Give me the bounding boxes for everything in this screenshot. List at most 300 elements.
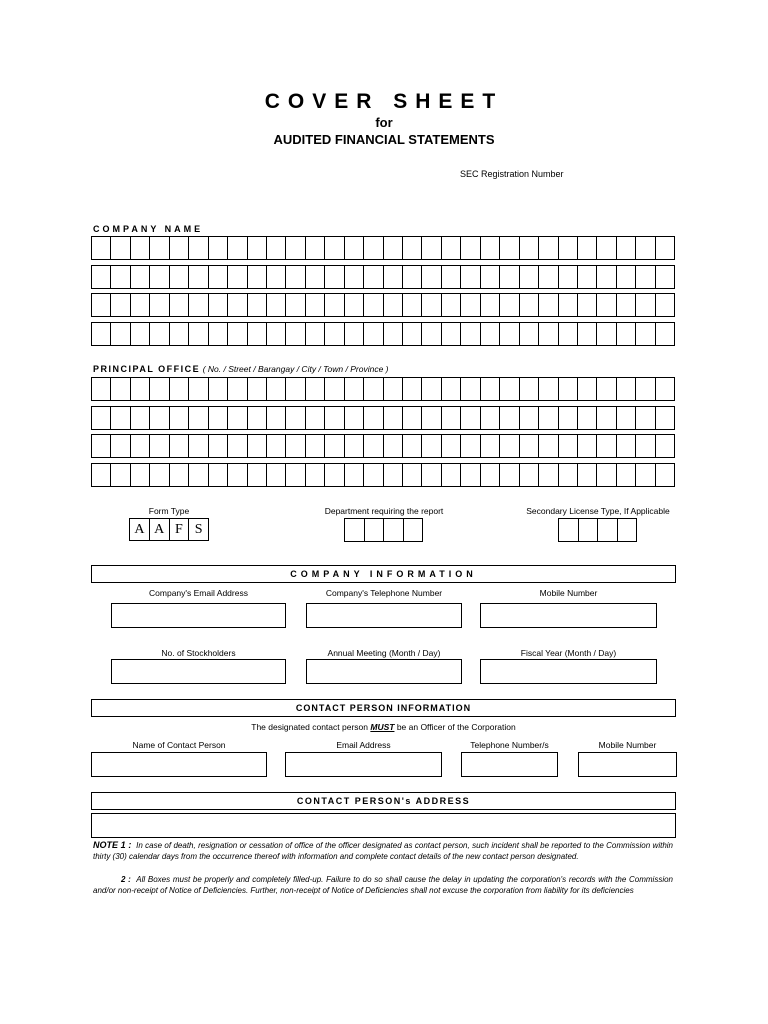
secondary-license-boxes	[558, 518, 637, 542]
form-type-cell[interactable]: F	[170, 519, 190, 540]
form-type-cell[interactable]: A	[130, 519, 150, 540]
company-name-cell[interactable]	[422, 323, 441, 345]
principal-office-cell[interactable]	[345, 464, 364, 486]
principal-office-cell[interactable]	[267, 464, 286, 486]
company-name-cell[interactable]	[559, 294, 578, 316]
principal-office-cell[interactable]	[364, 407, 383, 429]
principal-office-cell[interactable]	[559, 435, 578, 457]
principal-office-row	[91, 406, 675, 430]
company-name-cell[interactable]	[228, 266, 247, 288]
principal-office-cell[interactable]	[422, 378, 441, 400]
company-name-cell[interactable]	[403, 266, 422, 288]
principal-office-cell[interactable]	[248, 407, 267, 429]
company-telephone-field[interactable]	[306, 603, 462, 628]
principal-office-cell[interactable]	[286, 435, 305, 457]
company-name-cell[interactable]	[248, 266, 267, 288]
principal-office-cell[interactable]	[306, 378, 325, 400]
principal-office-cell[interactable]	[111, 378, 130, 400]
principal-office-cell[interactable]	[559, 407, 578, 429]
company-name-cell[interactable]	[500, 266, 519, 288]
stockholders-field[interactable]	[111, 659, 286, 684]
company-name-cell[interactable]	[189, 237, 208, 259]
company-email-field[interactable]	[111, 603, 286, 628]
company-name-cell[interactable]	[92, 294, 111, 316]
principal-office-cell[interactable]	[500, 464, 519, 486]
principal-office-cell[interactable]	[345, 407, 364, 429]
principal-office-cell[interactable]	[481, 435, 500, 457]
principal-office-cell[interactable]	[520, 407, 539, 429]
company-name-cell[interactable]	[422, 266, 441, 288]
principal-office-cell[interactable]	[461, 407, 480, 429]
principal-office-cell[interactable]	[325, 435, 344, 457]
company-name-cell[interactable]	[325, 266, 344, 288]
company-name-cell[interactable]	[111, 266, 130, 288]
note-2-text: All Boxes must be properly and completely filled-up. Failure to do so shall cause the delay in updating the corporation's records with the Commission and/or non-receipt of Notice of Deficiencies. Further, non-receipt of Notice of Deficiencies shall not excuse the corporation from liability for its deficiencies	[93, 875, 673, 896]
principal-office-cell[interactable]	[656, 464, 674, 486]
contact-person-heading: CONTACT PERSON INFORMATION	[91, 699, 676, 717]
company-name-cell[interactable]	[559, 266, 578, 288]
principal-office-cell[interactable]	[461, 464, 480, 486]
principal-office-cell[interactable]	[384, 464, 403, 486]
principal-office-cell[interactable]	[481, 378, 500, 400]
principal-office-cell[interactable]	[442, 407, 461, 429]
principal-office-cell[interactable]	[403, 378, 422, 400]
company-name-cell[interactable]	[209, 266, 228, 288]
company-name-cell[interactable]	[267, 294, 286, 316]
company-information-heading: COMPANY INFORMATION	[91, 565, 676, 583]
company-name-cell[interactable]	[481, 237, 500, 259]
note-1-label: NOTE 1 :	[93, 840, 132, 850]
principal-office-cell[interactable]	[248, 464, 267, 486]
principal-office-cell[interactable]	[500, 435, 519, 457]
company-name-cell[interactable]	[131, 237, 150, 259]
company-name-cell[interactable]	[539, 323, 558, 345]
company-name-cell[interactable]	[364, 294, 383, 316]
principal-office-cell[interactable]	[364, 378, 383, 400]
company-name-cell[interactable]	[442, 294, 461, 316]
principal-office-cell[interactable]	[267, 378, 286, 400]
principal-office-cell[interactable]	[578, 464, 597, 486]
company-mobile-label: Mobile Number	[539, 588, 598, 598]
company-mobile-field[interactable]	[480, 603, 657, 628]
company-name-cell[interactable]	[345, 323, 364, 345]
principal-office-cell[interactable]	[286, 407, 305, 429]
company-name-cell[interactable]	[189, 266, 208, 288]
principal-office-cell[interactable]	[170, 464, 189, 486]
principal-office-cell[interactable]	[520, 378, 539, 400]
company-name-cell[interactable]	[636, 266, 655, 288]
company-name-cell[interactable]	[286, 294, 305, 316]
principal-office-cell[interactable]	[306, 464, 325, 486]
principal-office-cell[interactable]	[111, 464, 130, 486]
company-name-cell[interactable]	[170, 266, 189, 288]
company-name-cell[interactable]	[111, 323, 130, 345]
company-name-cell[interactable]	[189, 294, 208, 316]
principal-office-cell[interactable]	[500, 378, 519, 400]
company-name-cell[interactable]	[520, 294, 539, 316]
company-name-cell[interactable]	[364, 237, 383, 259]
principal-office-cell[interactable]	[656, 407, 674, 429]
company-name-cell[interactable]	[481, 294, 500, 316]
company-name-cell[interactable]	[597, 294, 616, 316]
principal-office-cell[interactable]	[150, 378, 169, 400]
company-name-cell[interactable]	[170, 294, 189, 316]
company-name-cell[interactable]	[131, 294, 150, 316]
company-name-cell[interactable]	[248, 294, 267, 316]
form-type-label: Form Type	[148, 506, 190, 516]
company-name-cell[interactable]	[325, 294, 344, 316]
company-name-cell[interactable]	[597, 237, 616, 259]
company-name-cell[interactable]	[131, 266, 150, 288]
company-name-cell[interactable]	[617, 266, 636, 288]
company-name-cell[interactable]	[267, 237, 286, 259]
contact-telephone-field[interactable]	[461, 752, 558, 777]
company-telephone-label: Company's Telephone Number	[325, 588, 443, 598]
annual-meeting-field[interactable]	[306, 659, 462, 684]
company-name-cell[interactable]	[209, 323, 228, 345]
principal-office-cell[interactable]	[209, 407, 228, 429]
company-name-cell[interactable]	[403, 237, 422, 259]
principal-office-cell[interactable]	[442, 464, 461, 486]
contact-mobile-label: Mobile Number	[598, 740, 657, 750]
principal-office-cell[interactable]	[403, 464, 422, 486]
principal-office-cell[interactable]	[92, 378, 111, 400]
contact-telephone-label: Telephone Number/s	[470, 740, 549, 750]
company-name-cell[interactable]	[461, 294, 480, 316]
principal-office-cell[interactable]	[189, 435, 208, 457]
secondary-license-label: Secondary License Type, If Applicable	[526, 506, 670, 516]
principal-office-cell[interactable]	[461, 435, 480, 457]
company-name-cell[interactable]	[636, 323, 655, 345]
company-name-cell[interactable]	[500, 237, 519, 259]
company-name-cell[interactable]	[578, 294, 597, 316]
company-name-cell[interactable]	[520, 323, 539, 345]
department-cell[interactable]	[384, 519, 404, 541]
principal-office-cell[interactable]	[248, 435, 267, 457]
company-name-cell[interactable]	[150, 237, 169, 259]
principal-office-cell[interactable]	[520, 435, 539, 457]
principal-office-cell[interactable]	[500, 407, 519, 429]
principal-office-cell[interactable]	[150, 435, 169, 457]
company-name-cell[interactable]	[345, 294, 364, 316]
fiscal-year-label: Fiscal Year (Month / Day)	[520, 648, 617, 658]
principal-office-cell[interactable]	[636, 435, 655, 457]
company-name-cell[interactable]	[345, 266, 364, 288]
department-cell[interactable]	[404, 519, 423, 541]
company-name-cell[interactable]	[92, 237, 111, 259]
company-name-cell[interactable]	[384, 237, 403, 259]
company-name-cell[interactable]	[656, 294, 674, 316]
company-name-cell[interactable]	[442, 237, 461, 259]
principal-office-cell[interactable]	[578, 407, 597, 429]
company-name-cell[interactable]	[539, 294, 558, 316]
company-name-cell[interactable]	[92, 323, 111, 345]
department-cell[interactable]	[365, 519, 385, 541]
principal-office-cell[interactable]	[539, 407, 558, 429]
company-name-cell[interactable]	[325, 323, 344, 345]
principal-office-cell[interactable]	[209, 435, 228, 457]
principal-office-cell[interactable]	[559, 464, 578, 486]
principal-office-cell[interactable]	[597, 407, 616, 429]
principal-office-cell[interactable]	[656, 435, 674, 457]
principal-office-cell[interactable]	[559, 378, 578, 400]
company-name-cell[interactable]	[286, 323, 305, 345]
principal-office-cell[interactable]	[539, 378, 558, 400]
principal-office-cell[interactable]	[189, 407, 208, 429]
contact-email-field[interactable]	[285, 752, 442, 777]
principal-office-cell[interactable]	[636, 464, 655, 486]
principal-office-cell[interactable]	[131, 435, 150, 457]
principal-office-cell[interactable]	[111, 435, 130, 457]
principal-office-cell[interactable]	[267, 435, 286, 457]
principal-office-row	[91, 377, 675, 401]
principal-office-cell[interactable]	[617, 435, 636, 457]
principal-office-cell[interactable]	[228, 407, 247, 429]
company-name-cell[interactable]	[384, 323, 403, 345]
secondary-license-cell[interactable]	[598, 519, 618, 541]
page-subtitle: AUDITED FINANCIAL STATEMENTS	[273, 132, 495, 147]
company-name-cell[interactable]	[578, 237, 597, 259]
company-name-cell[interactable]	[442, 266, 461, 288]
secondary-license-cell[interactable]	[579, 519, 599, 541]
company-name-cell[interactable]	[267, 323, 286, 345]
company-name-row	[91, 322, 675, 346]
principal-office-cell[interactable]	[578, 378, 597, 400]
company-name-cell[interactable]	[461, 266, 480, 288]
company-name-cell[interactable]	[384, 294, 403, 316]
contact-mobile-field[interactable]	[578, 752, 677, 777]
sec-registration-label: SEC Registration Number	[460, 169, 564, 179]
company-name-cell[interactable]	[384, 266, 403, 288]
company-name-cell[interactable]	[267, 266, 286, 288]
note-2	[93, 874, 673, 897]
company-name-cell[interactable]	[656, 323, 674, 345]
principal-office-cell[interactable]	[636, 378, 655, 400]
company-name-cell[interactable]	[656, 237, 674, 259]
title-for: for	[375, 115, 393, 130]
principal-office-cell[interactable]	[325, 378, 344, 400]
principal-office-cell[interactable]	[481, 407, 500, 429]
company-name-cell[interactable]	[306, 237, 325, 259]
principal-office-cell[interactable]	[403, 407, 422, 429]
company-name-cell[interactable]	[228, 323, 247, 345]
principal-office-cell[interactable]	[442, 435, 461, 457]
principal-office-cell[interactable]	[578, 435, 597, 457]
principal-office-cell[interactable]	[539, 464, 558, 486]
principal-office-cell[interactable]	[228, 464, 247, 486]
company-name-cell[interactable]	[636, 237, 655, 259]
principal-office-cell[interactable]	[656, 378, 674, 400]
principal-office-cell[interactable]	[248, 378, 267, 400]
company-name-cell[interactable]	[422, 237, 441, 259]
principal-office-cell[interactable]	[150, 464, 169, 486]
principal-office-cell[interactable]	[364, 435, 383, 457]
form-type-cell[interactable]: S	[194, 521, 203, 537]
company-name-cell[interactable]	[617, 323, 636, 345]
department-cell[interactable]	[345, 519, 365, 541]
department-boxes	[344, 518, 423, 542]
company-name-cell[interactable]	[170, 237, 189, 259]
principal-office-cell[interactable]	[422, 407, 441, 429]
company-name-cell[interactable]	[617, 237, 636, 259]
principal-office-cell[interactable]	[286, 464, 305, 486]
principal-office-cell[interactable]	[364, 464, 383, 486]
principal-office-cell[interactable]	[636, 407, 655, 429]
principal-office-row	[91, 463, 675, 487]
annual-meeting-label: Annual Meeting (Month / Day)	[327, 648, 441, 658]
principal-office-cell[interactable]	[597, 464, 616, 486]
contact-name-field[interactable]	[91, 752, 267, 777]
company-name-cell[interactable]	[306, 323, 325, 345]
company-name-cell[interactable]	[442, 323, 461, 345]
contact-name-label: Name of Contact Person	[132, 740, 226, 750]
principal-office-cell[interactable]	[286, 378, 305, 400]
company-name-cell[interactable]	[578, 323, 597, 345]
principal-office-cell[interactable]	[209, 464, 228, 486]
company-name-cell[interactable]	[559, 323, 578, 345]
contact-note-text: The designated contact person	[251, 722, 371, 732]
secondary-license-cell[interactable]	[618, 519, 637, 541]
principal-office-cell[interactable]	[520, 464, 539, 486]
company-name-cell[interactable]	[500, 323, 519, 345]
company-name-cell[interactable]	[228, 237, 247, 259]
principal-office-cell[interactable]	[131, 378, 150, 400]
company-name-cell[interactable]	[150, 323, 169, 345]
principal-office-cell[interactable]	[384, 435, 403, 457]
company-name-cell[interactable]	[209, 237, 228, 259]
company-name-cell[interactable]	[403, 294, 422, 316]
principal-office-cell[interactable]	[306, 435, 325, 457]
principal-office-cell[interactable]	[617, 407, 636, 429]
company-name-cell[interactable]	[325, 237, 344, 259]
company-name-cell[interactable]	[597, 266, 616, 288]
company-name-cell[interactable]	[92, 266, 111, 288]
company-name-cell[interactable]	[306, 294, 325, 316]
company-name-cell[interactable]	[636, 294, 655, 316]
principal-office-cell[interactable]	[325, 407, 344, 429]
principal-office-cell[interactable]	[228, 378, 247, 400]
company-name-cell[interactable]	[248, 323, 267, 345]
company-name-cell[interactable]	[539, 266, 558, 288]
principal-office-hint: ( No. / Street / Barangay / City / Town / Province )	[202, 364, 389, 374]
contact-person-note	[91, 722, 676, 732]
company-name-cell[interactable]	[150, 294, 169, 316]
company-name-cell[interactable]	[228, 294, 247, 316]
company-name-cell[interactable]	[209, 294, 228, 316]
note-1-text: In case of death, resignation or cessation of office of the officer designated as contact person, such incident shall be reported to the Commission within thirty (30) calendar days from the occurrence thereof with information and complete contact details of the new contact person designated.	[93, 841, 673, 862]
principal-office-cell[interactable]	[131, 407, 150, 429]
company-name-cell[interactable]	[364, 323, 383, 345]
company-name-cell[interactable]	[481, 323, 500, 345]
principal-office-cell[interactable]	[131, 464, 150, 486]
principal-office-cell[interactable]	[617, 378, 636, 400]
company-name-cell[interactable]	[111, 294, 130, 316]
principal-office-cell[interactable]	[92, 435, 111, 457]
contact-address-field[interactable]	[91, 813, 676, 838]
principal-office-cell[interactable]	[617, 464, 636, 486]
company-name-cell[interactable]	[111, 237, 130, 259]
fiscal-year-field[interactable]	[480, 659, 657, 684]
company-name-label: COMPANY NAME	[93, 224, 204, 234]
principal-office-cell[interactable]	[422, 435, 441, 457]
company-name-cell[interactable]	[481, 266, 500, 288]
principal-office-cell[interactable]	[92, 464, 111, 486]
principal-office-cell[interactable]	[422, 464, 441, 486]
principal-office-cell[interactable]	[267, 407, 286, 429]
principal-office-cell[interactable]	[150, 407, 169, 429]
contact-note-text: be an Officer of the Corporation	[394, 722, 516, 732]
company-name-cell[interactable]	[461, 323, 480, 345]
principal-office-cell[interactable]	[170, 435, 189, 457]
company-name-cell[interactable]	[131, 323, 150, 345]
principal-office-heading	[93, 364, 389, 374]
company-name-cell[interactable]	[422, 294, 441, 316]
company-name-cell[interactable]	[364, 266, 383, 288]
note-2-label: 2 :	[121, 875, 131, 884]
principal-office-cell[interactable]	[384, 378, 403, 400]
principal-office-cell[interactable]	[306, 407, 325, 429]
company-name-cell[interactable]	[461, 237, 480, 259]
company-name-cell[interactable]	[306, 266, 325, 288]
company-name-cell[interactable]	[520, 237, 539, 259]
principal-office-cell[interactable]	[442, 378, 461, 400]
principal-office-cell[interactable]	[111, 407, 130, 429]
secondary-license-cell[interactable]	[559, 519, 579, 541]
principal-office-cell[interactable]	[325, 464, 344, 486]
company-name-cell[interactable]	[248, 237, 267, 259]
principal-office-cell[interactable]	[345, 435, 364, 457]
principal-office-cell[interactable]	[384, 407, 403, 429]
department-label: Department requiring the report	[324, 506, 444, 516]
principal-office-cell[interactable]	[209, 378, 228, 400]
company-name-cell[interactable]	[150, 266, 169, 288]
principal-office-cell[interactable]	[170, 378, 189, 400]
company-name-cell[interactable]	[345, 237, 364, 259]
note-1	[93, 840, 673, 863]
principal-office-cell[interactable]	[597, 378, 616, 400]
company-name-cell[interactable]	[617, 294, 636, 316]
form-type-boxes	[129, 518, 209, 541]
company-name-cell[interactable]	[189, 323, 208, 345]
company-name-cell[interactable]	[578, 266, 597, 288]
form-type-cell[interactable]: A	[150, 519, 170, 540]
stockholders-label: No. of Stockholders	[161, 648, 236, 658]
company-name-cell[interactable]	[170, 323, 189, 345]
principal-office-label: PRINCIPAL OFFICE	[93, 364, 201, 374]
principal-office-cell[interactable]	[597, 435, 616, 457]
principal-office-cell[interactable]	[228, 435, 247, 457]
principal-office-cell[interactable]	[92, 407, 111, 429]
company-name-cell[interactable]	[559, 237, 578, 259]
company-name-cell[interactable]	[597, 323, 616, 345]
principal-office-cell[interactable]	[481, 464, 500, 486]
principal-office-cell[interactable]	[461, 378, 480, 400]
company-name-cell[interactable]	[403, 323, 422, 345]
company-name-cell[interactable]	[656, 266, 674, 288]
principal-office-cell[interactable]	[189, 378, 208, 400]
principal-office-cell[interactable]	[345, 378, 364, 400]
company-name-cell[interactable]	[286, 266, 305, 288]
company-name-cell[interactable]	[539, 237, 558, 259]
company-name-cell[interactable]	[520, 266, 539, 288]
principal-office-cell[interactable]	[539, 435, 558, 457]
company-name-cell[interactable]	[286, 237, 305, 259]
principal-office-cell[interactable]	[170, 407, 189, 429]
principal-office-cell[interactable]	[189, 464, 208, 486]
principal-office-cell[interactable]	[403, 435, 422, 457]
company-name-cell[interactable]	[500, 294, 519, 316]
principal-office-row	[91, 434, 675, 458]
